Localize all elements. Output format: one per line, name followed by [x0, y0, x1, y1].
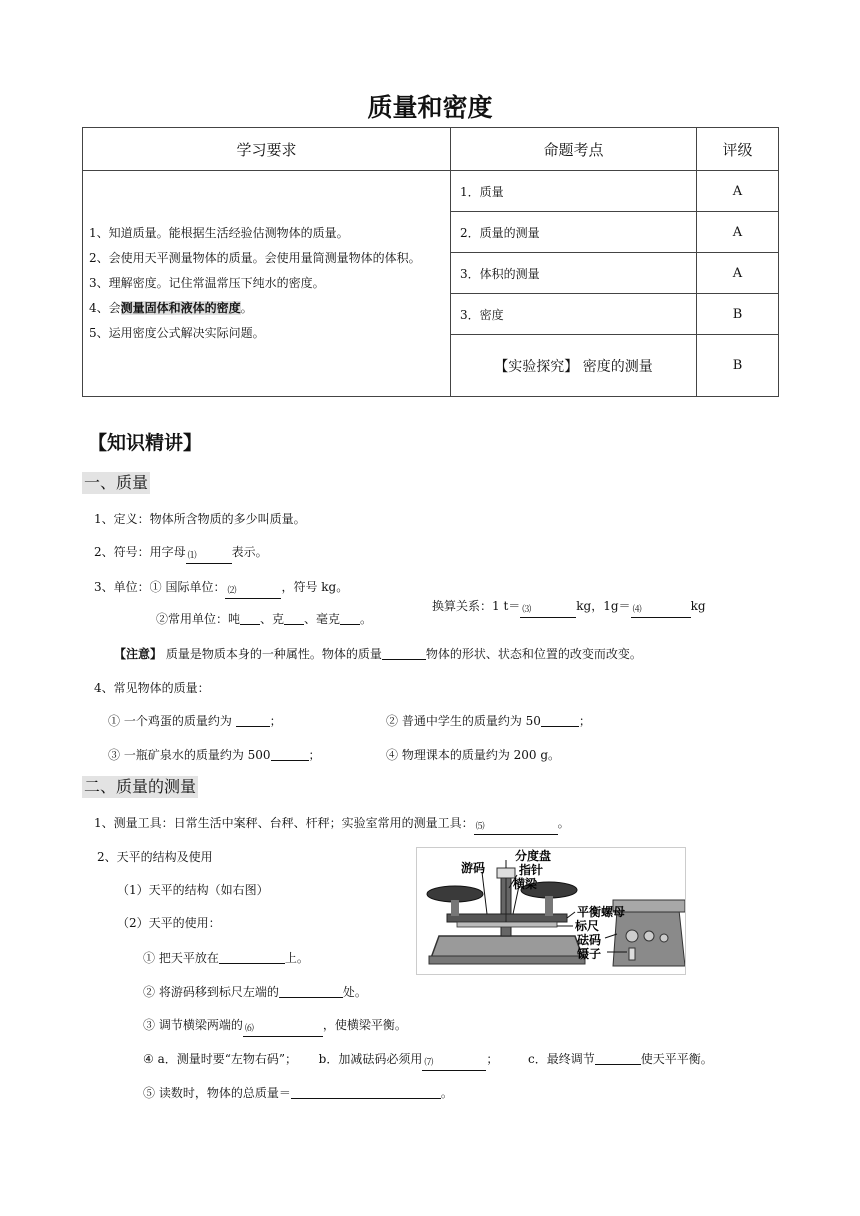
- label-beam: 横梁: [513, 877, 538, 891]
- grade-cell: A: [697, 212, 779, 253]
- requirement-item: 3、理解密度。记住常温常压下纯水的密度。: [89, 276, 325, 290]
- label-nut: 平衡螺母: [577, 905, 626, 919]
- label-tweezers: 镊子: [577, 947, 602, 961]
- topic-cell: 2．质量的测量: [451, 212, 697, 253]
- text-line: 2、符号：用字母 ⑴ 表示。: [94, 543, 268, 564]
- grade-cell: A: [697, 171, 779, 212]
- text-line: 1、定义：物体所含物质的多少叫质量。: [94, 512, 306, 526]
- label-scale: 标尺: [575, 919, 600, 933]
- fill-blank: [595, 1051, 641, 1065]
- grade-cell: A: [697, 253, 779, 294]
- fill-blank: [382, 646, 426, 660]
- balance-figure: [416, 847, 686, 975]
- requirement-item: 2、会使用天平测量物体的质量。会使用量筒测量物体的体积。: [89, 251, 421, 265]
- text-line: ② 普通中学生的质量约为 50 ；: [386, 714, 591, 728]
- topic-cell: 3．密度: [451, 294, 697, 335]
- label-rider: 游码: [461, 861, 486, 875]
- fill-blank: [279, 984, 343, 998]
- fill-blank: [291, 1085, 441, 1099]
- text-line: ① 一个鸡蛋的质量约为 ；: [108, 714, 282, 728]
- note-tag: 【注意】: [114, 647, 163, 661]
- fill-blank: [541, 713, 579, 727]
- fill-blank: ⑵: [225, 585, 281, 599]
- text-line: ④ a．测量时要“左物右码”； b．加减砝码必须用 ⑺ ； c．最终调节 使天平平衡。: [143, 1050, 713, 1071]
- balance-illustration: [417, 848, 685, 974]
- conversion-line: 换算关系：1 t＝ ⑶ kg，1g＝ ⑷ kg: [432, 597, 706, 618]
- section-heading: 二、质量的测量: [84, 777, 197, 796]
- page-title: 质量和密度: [367, 93, 493, 122]
- fill-blank: ⑺: [422, 1057, 486, 1071]
- text-line: 4、常见物体的质量：: [94, 681, 210, 695]
- note-line: 【注意】 质量是物质本身的一种属性。物体的质量 物体的形状、状态和位置的改变而改变。: [114, 647, 642, 661]
- text-line: ① 把天平放在 上。: [143, 951, 309, 965]
- header-requirements: 学习要求: [83, 128, 451, 171]
- requirements-cell: [83, 171, 451, 397]
- text-line: ④ 物理课本的质量约为 200 g。: [386, 748, 561, 762]
- text-line: ③ 一瓶矿泉水的质量约为 500 ；: [108, 748, 321, 762]
- topic-cell: 【实验探究】 密度的测量: [451, 335, 697, 397]
- fill-blank: ⑹: [243, 1023, 323, 1037]
- fill-blank: [340, 611, 360, 625]
- text-line: （2）天平的使用：: [117, 916, 221, 930]
- fill-blank: [219, 950, 285, 964]
- fill-blank: [240, 611, 260, 625]
- label-dial: 分度盘: [515, 849, 552, 863]
- highlighted-text: 测量固体和液体的密度: [120, 301, 241, 315]
- topic-cell: 1．质量: [451, 171, 697, 212]
- section-heading: 一、质量: [84, 473, 149, 492]
- requirement-item: 1、知道质量。能根据生活经验估测物体的质量。: [89, 226, 349, 240]
- text-line: （1）天平的结构（如右图）: [117, 883, 269, 897]
- text-line: 3、单位：① 国际单位： ⑵ ，符号 kg。: [94, 578, 348, 599]
- knowledge-heading: 【知识精讲】: [88, 432, 203, 454]
- grade-cell: B: [697, 335, 779, 397]
- header-topics: 命题考点: [451, 128, 697, 171]
- topic-cell: 3．体积的测量: [451, 253, 697, 294]
- text-line: 1、测量工具：日常生活中案秤、台秤、杆秤；实验室常用的测量工具： ⑸ 。: [94, 814, 570, 835]
- text-line: ⑤ 读数时，物体的总质量＝ 。: [143, 1086, 453, 1100]
- fill-blank: ⑴: [186, 550, 232, 564]
- text-line: ③ 调节横梁两端的 ⑹ ，使横梁平衡。: [143, 1016, 407, 1037]
- requirement-item: 4、会测量固体和液体的密度。: [89, 301, 253, 315]
- label-weights: 砝码: [577, 933, 602, 947]
- requirement-item: 5、运用密度公式解决实际问题。: [89, 326, 265, 340]
- text-line: 2、天平的结构及使用: [97, 850, 213, 864]
- label-pointer: 指针: [519, 863, 544, 877]
- fill-blank: ⑸: [474, 821, 558, 835]
- fill-blank: [284, 611, 304, 625]
- header-grade: 评级: [697, 128, 779, 171]
- fill-blank: [271, 747, 309, 761]
- text-line: ②常用单位：吨 、克 、毫克 。: [156, 612, 373, 626]
- fill-blank: [236, 713, 270, 727]
- text-line: ② 将游码移到标尺左端的 处。: [143, 985, 367, 999]
- grade-cell: B: [697, 294, 779, 335]
- fill-blank: ⑶: [520, 604, 576, 618]
- requirements-table: [82, 127, 779, 397]
- fill-blank: ⑷: [631, 604, 691, 618]
